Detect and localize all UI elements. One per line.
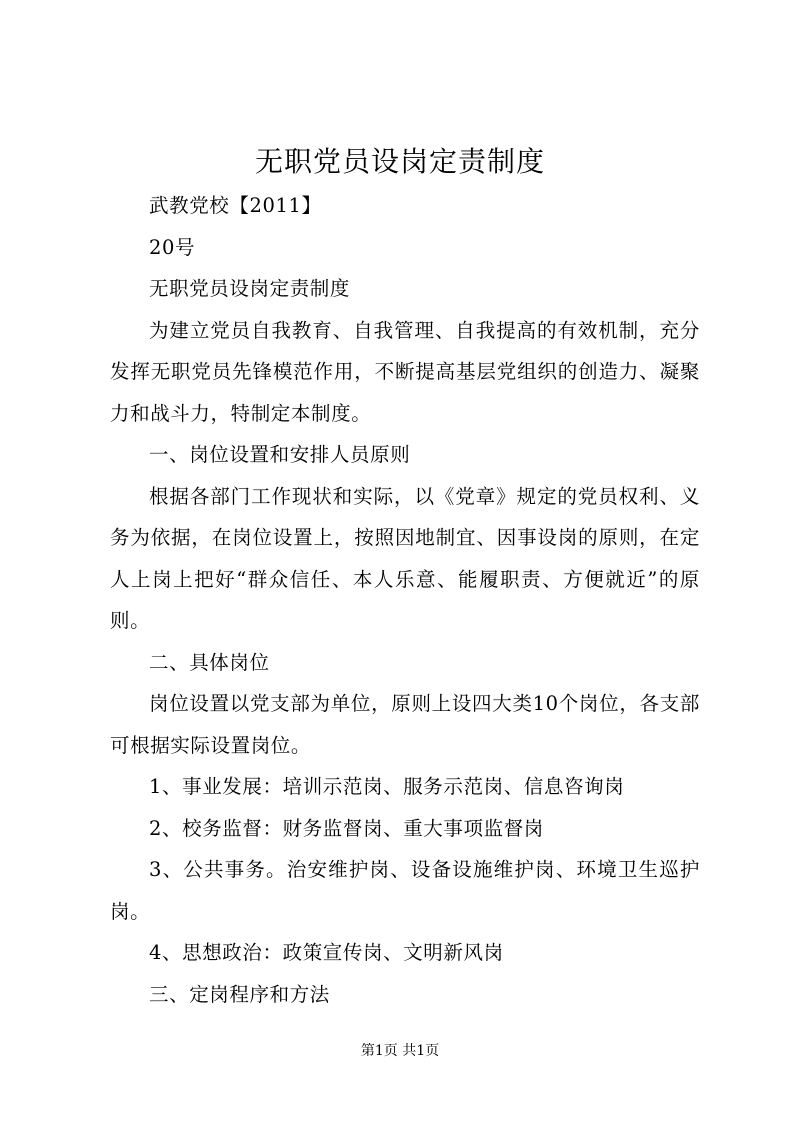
- paragraph-purpose: 为建立党员自我教育、自我管理、自我提高的有效机制，充分发挥无职党员先锋模范作用，不断提高基层党组织的创造力、凝聚力和战斗力，特制定本制度。: [110, 318, 700, 425]
- page-footer: 第1页 共1页: [360, 1043, 440, 1059]
- paragraph-subtitle: 无职党员设岗定责制度: [149, 277, 351, 300]
- section-heading-2: 二、具体岗位: [149, 650, 270, 674]
- paragraph-number: 20号: [149, 235, 196, 259]
- section-heading-1: 一、岗位设置和安排人员原则: [149, 443, 411, 466]
- section-heading-3: 三、定岗程序和方法: [149, 982, 330, 1006]
- document-body: [110, 185, 700, 1015]
- document-title: 无职党员设岗定责制度: [254, 145, 545, 178]
- list-item-3: 3、公共事务。治安维护岗、设备设施维护岗、环境卫生巡护岗。: [110, 858, 700, 923]
- paragraph-issuer: 武教党校【2011】: [149, 194, 322, 217]
- list-item-1: 1、事业发展：培训示范岗、服务示范岗、信息咨询岗: [149, 775, 625, 798]
- list-item-2: 2、校务监督：财务监督岗、重大事项监督岗: [149, 816, 544, 840]
- paragraph-positions: 岗位设置以党支部为单位，原则上设四大类10个岗位，各支部可根据实际设置岗位。: [110, 692, 700, 757]
- paragraph-principles: 根据各部门工作现状和实际，以《党章》规定的党员权利、义务为依据，在岗位设置上，按照因地制宜、因事设岗的原则，在定人上岗上把好“群众信任、本人乐意、能履职责、方便就近”的原则。: [110, 484, 700, 632]
- list-item-4: 4、思想政治：政策宣传岗、文明新风岗: [149, 941, 504, 964]
